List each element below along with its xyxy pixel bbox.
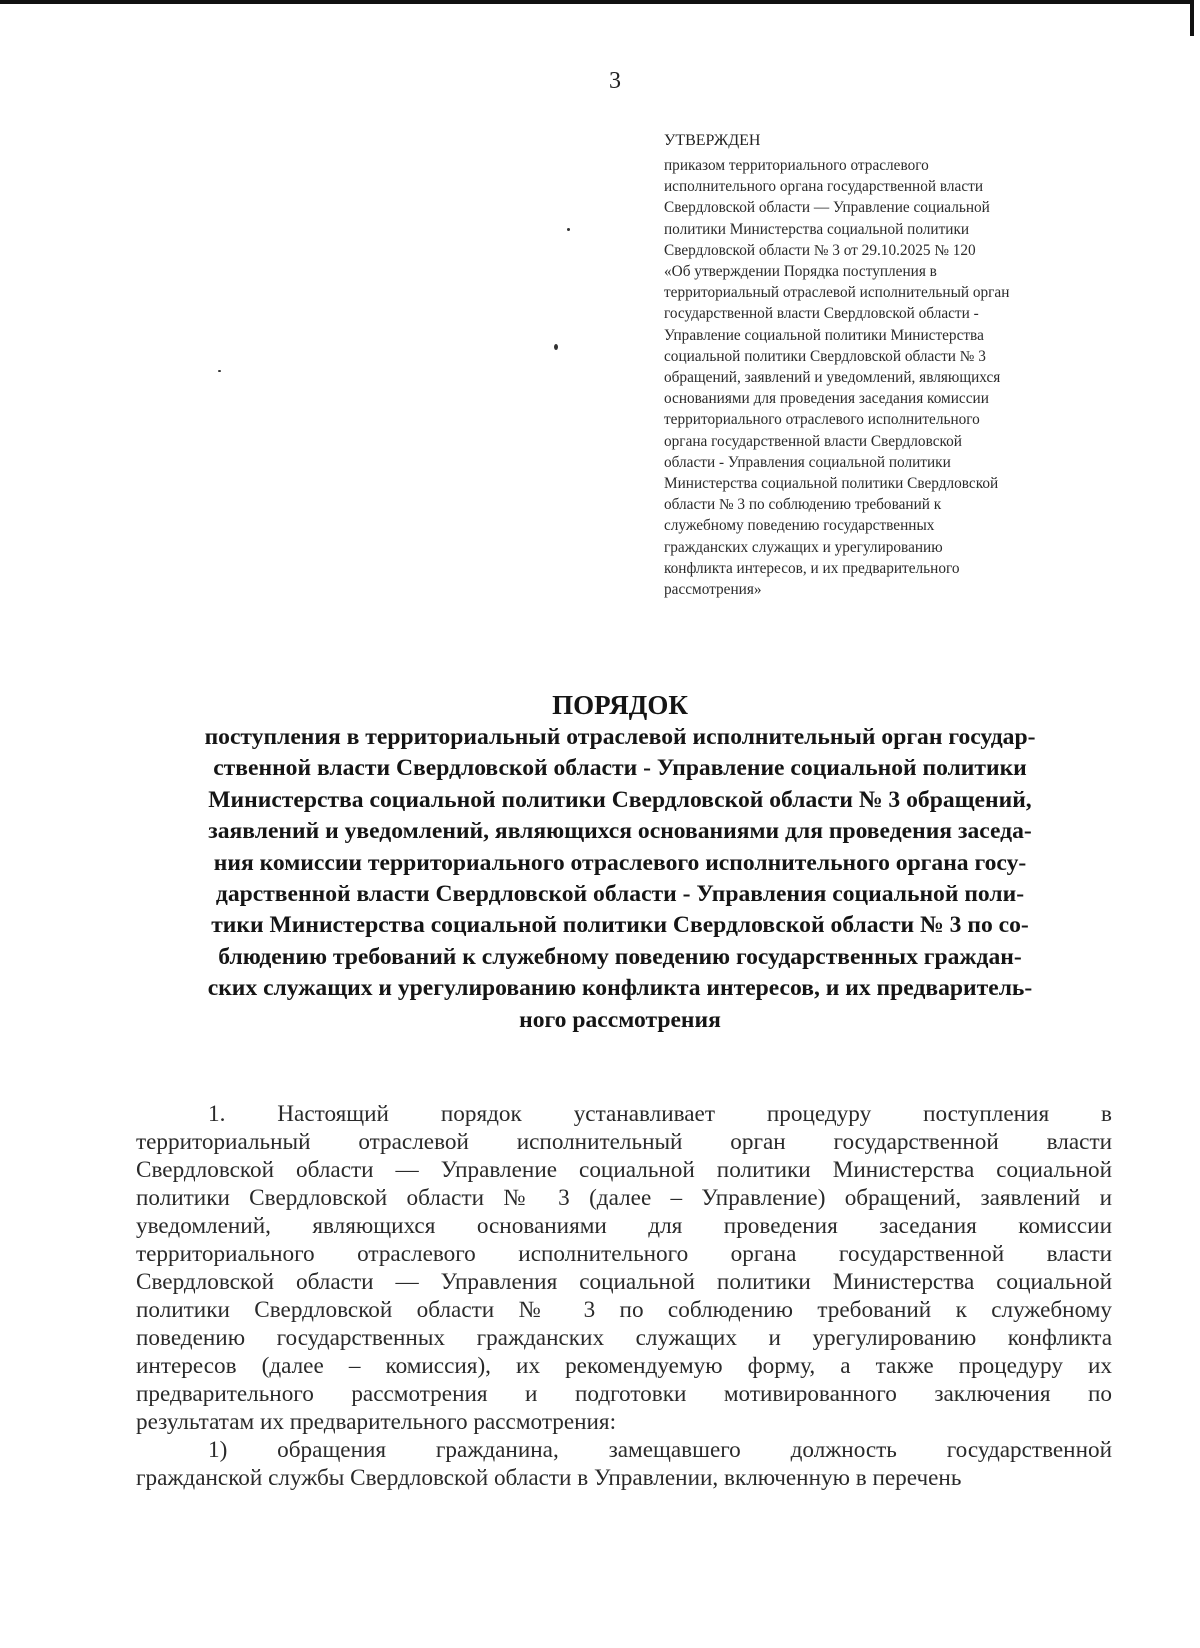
paragraph-line: политики Свердловской области № 3 по соблюдению требований к служебному — [136, 1297, 1112, 1323]
document-title-line: ских служащих и урегулированию конфликта интересов, и их предваритель- — [207, 975, 1033, 1002]
approval-line: Свердловской области — Управление социальной — [664, 199, 990, 217]
approval-line: служебному поведению государственных — [664, 517, 935, 535]
approval-line: конфликта интересов, и их предварительного — [664, 559, 960, 577]
approval-line: рассмотрения» — [664, 581, 762, 599]
paragraph-line: интересов (далее – комиссия), их рекомендуемую форму, а также процедуру их — [136, 1353, 1112, 1379]
document-title-line: ственной власти Свердловской области - Управление социальной политики — [213, 755, 1027, 782]
paragraph-line: политики Свердловской области № 3 (далее – Управление) обращений, заявлений и — [136, 1185, 1112, 1211]
approval-line: Управление социальной политики Министерства — [664, 326, 984, 344]
scan-border-top — [0, 0, 1190, 4]
document-title-line: заявлений и уведомлений, являющихся основаниями для проведения заседа- — [208, 818, 1032, 845]
approval-line: социальной политики Свердловской области № 3 — [664, 347, 986, 365]
scan-speck — [554, 344, 558, 350]
approval-line: государственной власти Свердловской области - — [664, 305, 979, 323]
paragraph-line: Свердловской области — Управления социальной политики Министерства социальной — [136, 1269, 1112, 1295]
scan-border-right — [1190, 0, 1194, 36]
approval-line: обращений, заявлений и уведомлений, являющихся — [664, 369, 1001, 387]
document-body — [136, 1100, 1112, 1492]
document-title-line: тики Министерства социальной политики Свердловской области № 3 по со- — [211, 912, 1029, 939]
paragraph-line: 1. Настоящий порядок устанавливает процедуру поступления в — [208, 1101, 1112, 1127]
approval-line: территориальный отраслевой исполнительный орган — [664, 284, 1010, 302]
list-item-line: гражданской службы Свердловской области в Управлении, включенную в перечень — [136, 1465, 962, 1491]
page-number: 3 — [609, 68, 621, 94]
approval-line: органа государственной власти Свердловской — [664, 432, 962, 450]
document-title-line: ного рассмотрения — [519, 1006, 721, 1033]
document-title-line: поступления в территориальный отраслевой исполнительный орган государ- — [204, 724, 1036, 750]
approval-line: территориального отраслевого исполнительного — [664, 411, 980, 429]
approval-line: области № 3 по соблюдению требований к — [664, 496, 942, 514]
approval-line: приказом территориального отраслевого — [664, 157, 929, 174]
approval-line: «Об утверждении Порядка поступления в — [664, 263, 937, 281]
approval-line: области - Управления социальной политики — [664, 453, 951, 471]
document-title-line: Министерства социальной политики Свердловской области № 3 обращений, — [208, 786, 1032, 813]
approval-line: политики Министерства социальной политики — [664, 220, 970, 238]
approval-title: УТВЕРЖДЕН — [664, 132, 761, 149]
approval-line: основаниями для проведения заседания комиссии — [664, 390, 989, 408]
document-title-line: блюдению требований к служебному поведению государственных граждан- — [218, 943, 1022, 970]
scan-speck — [567, 228, 570, 231]
document-title-line: ния комиссии территориального отраслевого исполнительного органа госу- — [213, 849, 1027, 876]
document-title — [130, 688, 1110, 1036]
approval-line: гражданских служащих и урегулированию — [664, 538, 943, 556]
approval-line: Свердловской области № 3 от 29.10.2025 № 120 — [664, 241, 976, 259]
approval-stamp — [664, 130, 1124, 600]
approval-line: исполнительного органа государственной власти — [664, 178, 984, 196]
list-item-line: 1) обращения гражданина, замещавшего должность государственной — [208, 1437, 1112, 1463]
paragraph-line: территориального отраслевого исполнительного органа государственной власти — [136, 1241, 1112, 1267]
paragraph-line: предварительного рассмотрения и подготовки мотивированного заключения по — [136, 1381, 1112, 1407]
paragraph-line: поведению государственных гражданских служащих и урегулированию конфликта — [136, 1325, 1112, 1351]
paragraph-line: Свердловской области — Управление социальной политики Министерства социальной — [136, 1157, 1112, 1183]
paragraph-line: результатам их предварительного рассмотрения: — [136, 1409, 617, 1435]
document-heading: ПОРЯДОК — [552, 690, 688, 720]
scan-speck — [218, 370, 221, 372]
approval-line: Министерства социальной политики Свердловской — [664, 475, 999, 493]
paragraph-line: территориальный отраслевой исполнительный орган государственной власти — [136, 1129, 1112, 1155]
paragraph-line: уведомлений, являющихся основаниями для проведения заседания комиссии — [136, 1213, 1112, 1239]
document-title-line: дарственной власти Свердловской области - Управления социальной поли- — [215, 881, 1025, 908]
